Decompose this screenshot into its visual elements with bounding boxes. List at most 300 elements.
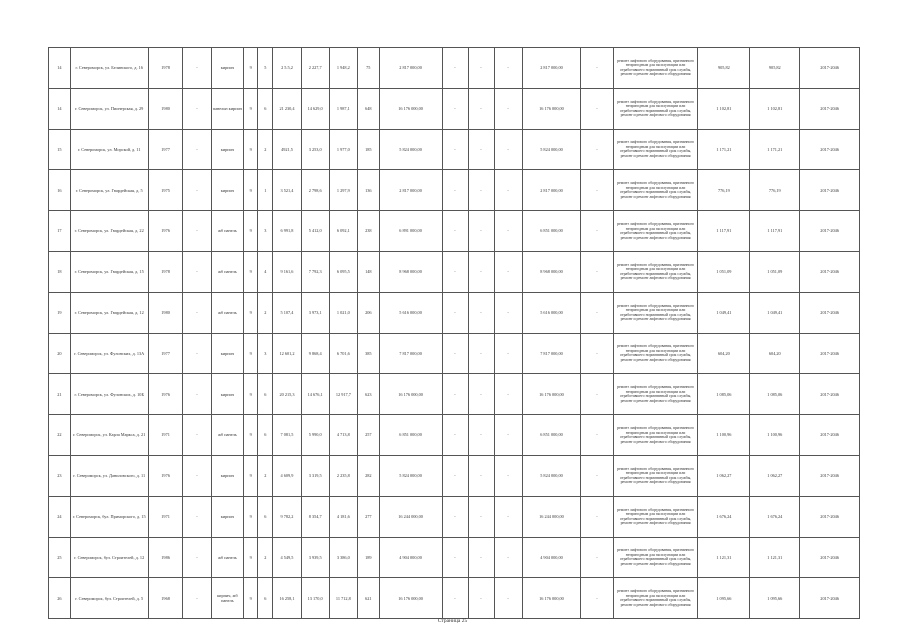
- material-cell: кирпич: [211, 455, 244, 496]
- floors-cell: 9: [244, 48, 258, 89]
- empty-cell: -: [442, 48, 468, 89]
- table-row: [49, 578, 860, 619]
- row-number: 15: [49, 129, 71, 170]
- total-area-cell: 6 991,8: [273, 211, 301, 252]
- entrances-cell: 2: [258, 455, 273, 496]
- unit-cost-cell: 1 100,96: [698, 415, 750, 456]
- empty-cell: -: [581, 292, 614, 333]
- empty-cell: -: [468, 333, 494, 374]
- total-cost-cell: 16 176 000,00: [379, 578, 442, 619]
- total-cost-cell: 16 176 000,00: [379, 88, 442, 129]
- lift-cost-cell: 16 176 000,00: [522, 578, 581, 619]
- empty-cell: -: [442, 578, 468, 619]
- living-area-cell: 5 990,0: [301, 415, 329, 456]
- row-number: 26: [49, 578, 71, 619]
- address-cell: г. Североморск, бул. Строителей, д. 5: [70, 578, 148, 619]
- empty-cell: -: [468, 211, 494, 252]
- year-cell: 1978: [148, 251, 183, 292]
- table-row: [49, 496, 860, 537]
- floors-cell: 9: [244, 455, 258, 496]
- residents-cell: 185: [357, 129, 379, 170]
- private-area-cell: 6 092,1: [329, 211, 357, 252]
- residents-cell: 206: [357, 292, 379, 333]
- empty-cell: -: [494, 211, 522, 252]
- empty-cell: -: [581, 170, 614, 211]
- lift-cost-cell: 16 176 000,00: [522, 88, 581, 129]
- max-unit-cost-cell: 1 049,41: [750, 292, 800, 333]
- lift-cost-cell: 16 244 000,00: [522, 496, 581, 537]
- empty-cell: -: [494, 88, 522, 129]
- total-cost-cell: 5 824 000,00: [379, 129, 442, 170]
- material-cell: кирпич: [211, 129, 244, 170]
- total-area-cell: 21 230,4: [273, 88, 301, 129]
- private-area-cell: 1 977,0: [329, 129, 357, 170]
- year-cell: 1975: [148, 170, 183, 211]
- material-cell: панельн кирпич: [211, 88, 244, 129]
- private-area-cell: 6 095,5: [329, 251, 357, 292]
- residents-cell: 136: [357, 170, 379, 211]
- document-page: [48, 47, 860, 619]
- living-area-cell: 3 939,5: [301, 537, 329, 578]
- period-cell: 2017-2046: [800, 292, 860, 333]
- total-cost-cell: 5 824 000,00: [379, 455, 442, 496]
- work-description-cell: ремонт лифтового оборудования, признанного непригодным для эксплуатации или отработавшего нормативный срок службы, ремонт и ремонт лифтового оборудования: [613, 415, 698, 456]
- year-cell: 1978: [148, 48, 183, 89]
- material-cell: жб панель: [211, 292, 244, 333]
- row-number: 17: [49, 211, 71, 252]
- year-cell: 1977: [148, 129, 183, 170]
- floors-cell: 9: [244, 88, 258, 129]
- floors-cell: 9: [244, 170, 258, 211]
- empty-cell: -: [494, 578, 522, 619]
- private-area-cell: 2 235,8: [329, 455, 357, 496]
- unit-cost-cell: 1 095,66: [698, 578, 750, 619]
- living-area-cell: 2 227,7: [301, 48, 329, 89]
- address-cell: г. Североморск, ул. Фулонских, д. 13А: [70, 333, 148, 374]
- total-cost-cell: 7 817 000,00: [379, 333, 442, 374]
- total-area-cell: 20 215,3: [273, 374, 301, 415]
- lift-cost-cell: 2 817 000,00: [522, 48, 581, 89]
- row-number: 16: [49, 170, 71, 211]
- empty-cell: -: [183, 374, 211, 415]
- total-cost-cell: 2 817 000,00: [379, 48, 442, 89]
- total-area-cell: 4 609,9: [273, 455, 301, 496]
- year-cell: 1971: [148, 415, 183, 456]
- unit-cost-cell: 1 102,81: [698, 88, 750, 129]
- lift-cost-cell: 5 824 000,00: [522, 455, 581, 496]
- living-area-cell: 14 629,0: [301, 88, 329, 129]
- entrances-cell: 1: [258, 170, 273, 211]
- lift-cost-cell: 6 851 000,00: [522, 211, 581, 252]
- max-unit-cost-cell: 1 051,09: [750, 251, 800, 292]
- max-unit-cost-cell: 1 117,91: [750, 211, 800, 252]
- empty-cell: -: [494, 374, 522, 415]
- row-number: 21: [49, 374, 71, 415]
- private-area-cell: 4 181,6: [329, 496, 357, 537]
- unit-cost-cell: 905,82: [698, 48, 750, 89]
- empty-cell: -: [183, 129, 211, 170]
- lift-cost-cell: 6 851 000,00: [522, 415, 581, 456]
- lift-cost-cell: 5 616 000,00: [522, 292, 581, 333]
- empty-cell: -: [183, 496, 211, 537]
- entrances-cell: 6: [258, 374, 273, 415]
- unit-cost-cell: 776,19: [698, 170, 750, 211]
- address-cell: г. Североморск, ул. Гвардейская, д. 22: [70, 211, 148, 252]
- entrances-cell: 6: [258, 88, 273, 129]
- material-cell: жб панель: [211, 251, 244, 292]
- material-cell: жб панель: [211, 415, 244, 456]
- address-cell: г. Североморск, ул. Карла Маркса, д. 21: [70, 415, 148, 456]
- residents-cell: 257: [357, 415, 379, 456]
- table-row: [49, 88, 860, 129]
- material-cell: кирпич: [211, 48, 244, 89]
- material-cell: кирпич: [211, 170, 244, 211]
- living-area-cell: 3 973,1: [301, 292, 329, 333]
- table-row: [49, 455, 860, 496]
- period-cell: 2017-2046: [800, 129, 860, 170]
- row-number: 25: [49, 537, 71, 578]
- max-unit-cost-cell: 1 171,21: [750, 129, 800, 170]
- empty-cell: -: [494, 129, 522, 170]
- work-description-cell: ремонт лифтового оборудования, признанного непригодным для эксплуатации или отработавшего нормативный срок службы, ремонт и ремонт лифтового оборудования: [613, 211, 698, 252]
- empty-cell: -: [183, 292, 211, 333]
- table-row: [49, 415, 860, 456]
- max-unit-cost-cell: 905,82: [750, 48, 800, 89]
- empty-cell: -: [581, 48, 614, 89]
- work-description-cell: ремонт лифтового оборудования, признанного непригодным для эксплуатации или отработавшего нормативный срок службы, ремонт и ремонт лифтового оборудования: [613, 170, 698, 211]
- empty-cell: -: [494, 292, 522, 333]
- unit-cost-cell: 1 676,24: [698, 496, 750, 537]
- empty-cell: -: [494, 415, 522, 456]
- year-cell: 1986: [148, 537, 183, 578]
- total-cost-cell: 5 616 000,00: [379, 292, 442, 333]
- table-row: [49, 251, 860, 292]
- entrances-cell: 2: [258, 292, 273, 333]
- empty-cell: -: [494, 48, 522, 89]
- private-area-cell: 1 948,2: [329, 48, 357, 89]
- private-area-cell: 11 712,8: [329, 578, 357, 619]
- max-unit-cost-cell: 1 676,24: [750, 496, 800, 537]
- unit-cost-cell: 604,20: [698, 333, 750, 374]
- private-area-cell: 1 987,1: [329, 88, 357, 129]
- empty-cell: -: [581, 129, 614, 170]
- year-cell: 1980: [148, 88, 183, 129]
- year-cell: 1968: [148, 578, 183, 619]
- empty-cell: -: [442, 251, 468, 292]
- address-cell: г. Североморск, ул. Гвардейская, д. 15: [70, 251, 148, 292]
- work-description-cell: ремонт лифтового оборудования, признанного непригодным для эксплуатации или отработавшего нормативный срок службы, ремонт и ремонт лифтового оборудования: [613, 292, 698, 333]
- empty-cell: -: [468, 537, 494, 578]
- empty-cell: -: [581, 211, 614, 252]
- unit-cost-cell: 1 062,27: [698, 455, 750, 496]
- residents-cell: 238: [357, 211, 379, 252]
- empty-cell: -: [442, 496, 468, 537]
- work-description-cell: ремонт лифтового оборудования, признанного непригодным для эксплуатации или отработавшего нормативный срок службы, ремонт и ремонт лифтового оборудования: [613, 251, 698, 292]
- max-unit-cost-cell: 1 085,06: [750, 374, 800, 415]
- empty-cell: -: [183, 578, 211, 619]
- period-cell: 2017-2046: [800, 578, 860, 619]
- address-cell: г. Североморск, ул. Гвардейская, д. 12: [70, 292, 148, 333]
- table-row: [49, 129, 860, 170]
- work-description-cell: ремонт лифтового оборудования, признанного непригодным для эксплуатации или отработавшего нормативный срок службы, ремонт и ремонт лифтового оборудования: [613, 48, 698, 89]
- period-cell: 2017-2046: [800, 251, 860, 292]
- period-cell: 2017-2046: [800, 374, 860, 415]
- lift-cost-cell: 5 824 000,00: [522, 129, 581, 170]
- empty-cell: -: [183, 251, 211, 292]
- work-description-cell: ремонт лифтового оборудования, признанного непригодным для эксплуатации или отработавшего нормативный срок службы, ремонт и ремонт лифтового оборудования: [613, 455, 698, 496]
- entrances-cell: 3: [258, 211, 273, 252]
- residents-cell: 648: [357, 88, 379, 129]
- empty-cell: -: [442, 211, 468, 252]
- floors-cell: 9: [244, 578, 258, 619]
- total-area-cell: 7 081,5: [273, 415, 301, 456]
- entrances-cell: 4: [258, 251, 273, 292]
- total-cost-cell: 2 817 000,00: [379, 170, 442, 211]
- address-cell: г. Североморск, ул. Даниловского, д. 11: [70, 455, 148, 496]
- empty-cell: -: [581, 251, 614, 292]
- empty-cell: -: [468, 48, 494, 89]
- total-cost-cell: 8 968 000,00: [379, 251, 442, 292]
- address-cell: г. Североморск, бул. Строителей, д. 12: [70, 537, 148, 578]
- private-area-cell: 6 701,6: [329, 333, 357, 374]
- residents-cell: 189: [357, 537, 379, 578]
- address-cell: г. Североморск, ул. Пионерская, д. 29: [70, 88, 148, 129]
- entrances-cell: 5: [258, 48, 273, 89]
- total-area-cell: 9 782,2: [273, 496, 301, 537]
- row-number: 14: [49, 88, 71, 129]
- unit-cost-cell: 1 121,31: [698, 537, 750, 578]
- empty-cell: -: [468, 578, 494, 619]
- living-area-cell: 7 792,3: [301, 251, 329, 292]
- empty-cell: -: [442, 455, 468, 496]
- lift-cost-cell: 7 817 000,00: [522, 333, 581, 374]
- total-cost-cell: 6 891 000,00: [379, 211, 442, 252]
- period-cell: 2017-2046: [800, 496, 860, 537]
- material-cell: кирпич, жб панель: [211, 578, 244, 619]
- empty-cell: -: [442, 415, 468, 456]
- living-area-cell: 3 253,0: [301, 129, 329, 170]
- period-cell: 2017-2046: [800, 211, 860, 252]
- row-number: 22: [49, 415, 71, 456]
- unit-cost-cell: 1 117,91: [698, 211, 750, 252]
- residents-cell: 385: [357, 333, 379, 374]
- address-cell: г. Североморск, ул. Морской, д. 11: [70, 129, 148, 170]
- entrances-cell: 6: [258, 415, 273, 456]
- total-cost-cell: 4 904 000,00: [379, 537, 442, 578]
- work-description-cell: ремонт лифтового оборудования, признанного непригодным для эксплуатации или отработавшего нормативный срок службы, ремонт и ремонт лифтового оборудования: [613, 578, 698, 619]
- living-area-cell: 8 354,7: [301, 496, 329, 537]
- max-unit-cost-cell: 1 062,27: [750, 455, 800, 496]
- period-cell: 2017-2046: [800, 455, 860, 496]
- total-area-cell: 16 258,1: [273, 578, 301, 619]
- material-cell: жб панель: [211, 211, 244, 252]
- material-cell: кирпич: [211, 374, 244, 415]
- floors-cell: 9: [244, 292, 258, 333]
- table-row: [49, 170, 860, 211]
- table-row: [49, 537, 860, 578]
- material-cell: кирпич: [211, 496, 244, 537]
- lift-cost-cell: 2 817 000,00: [522, 170, 581, 211]
- lift-cost-cell: 8 968 000,00: [522, 251, 581, 292]
- private-area-cell: 4 713,8: [329, 415, 357, 456]
- period-cell: 2017-2046: [800, 415, 860, 456]
- empty-cell: -: [442, 374, 468, 415]
- living-area-cell: 5 412,0: [301, 211, 329, 252]
- empty-cell: -: [183, 333, 211, 374]
- table-row: [49, 333, 860, 374]
- work-description-cell: ремонт лифтового оборудования, признанного непригодным для эксплуатации или отработавшего нормативный срок службы, ремонт и ремонт лифтового оборудования: [613, 374, 698, 415]
- empty-cell: -: [581, 578, 614, 619]
- total-cost-cell: 16 176 000,00: [379, 374, 442, 415]
- floors-cell: 9: [244, 251, 258, 292]
- empty-cell: -: [468, 292, 494, 333]
- empty-cell: -: [183, 48, 211, 89]
- work-description-cell: ремонт лифтового оборудования, признанного непригодным для эксплуатации или отработавшего нормативный срок службы, ремонт и ремонт лифтового оборудования: [613, 537, 698, 578]
- address-cell: г. Североморск, ул. Гвардейская, д. 5: [70, 170, 148, 211]
- unit-cost-cell: 1 171,21: [698, 129, 750, 170]
- empty-cell: -: [183, 88, 211, 129]
- row-number: 14: [49, 48, 71, 89]
- living-area-cell: 13 170,0: [301, 578, 329, 619]
- table-row: [49, 48, 860, 89]
- address-cell: г. Североморск, ул. Белинского, д. 16: [70, 48, 148, 89]
- unit-cost-cell: 1 051,09: [698, 251, 750, 292]
- period-cell: 2017-2046: [800, 88, 860, 129]
- residents-cell: 621: [357, 578, 379, 619]
- private-area-cell: 12 917,7: [329, 374, 357, 415]
- work-description-cell: ремонт лифтового оборудования, признанного непригодным для эксплуатации или отработавшего нормативный срок службы, ремонт и ремонт лифтового оборудования: [613, 88, 698, 129]
- material-cell: кирпич: [211, 333, 244, 374]
- year-cell: 1976: [148, 211, 183, 252]
- residents-cell: 623: [357, 374, 379, 415]
- total-cost-cell: 6 851 000,00: [379, 415, 442, 456]
- empty-cell: -: [468, 170, 494, 211]
- living-area-cell: 2 798,6: [301, 170, 329, 211]
- material-cell: жб панель: [211, 537, 244, 578]
- total-area-cell: 12 601,2: [273, 333, 301, 374]
- row-number: 20: [49, 333, 71, 374]
- max-unit-cost-cell: 604,20: [750, 333, 800, 374]
- work-description-cell: ремонт лифтового оборудования, признанного непригодным для эксплуатации или отработавшего нормативный срок службы, ремонт и ремонт лифтового оборудования: [613, 333, 698, 374]
- buildings-table: [48, 47, 860, 619]
- max-unit-cost-cell: 1 121,31: [750, 537, 800, 578]
- total-area-cell: 9 161,6: [273, 251, 301, 292]
- empty-cell: -: [494, 333, 522, 374]
- unit-cost-cell: 1 085,06: [698, 374, 750, 415]
- empty-cell: -: [468, 415, 494, 456]
- total-area-cell: 3 521,4: [273, 170, 301, 211]
- table-row: [49, 292, 860, 333]
- empty-cell: -: [581, 333, 614, 374]
- year-cell: 1971: [148, 496, 183, 537]
- table-row: [49, 374, 860, 415]
- row-number: 24: [49, 496, 71, 537]
- period-cell: 2017-2046: [800, 170, 860, 211]
- entrances-cell: 6: [258, 578, 273, 619]
- lift-cost-cell: 16 176 000,00: [522, 374, 581, 415]
- residents-cell: 148: [357, 251, 379, 292]
- row-number: 18: [49, 251, 71, 292]
- empty-cell: -: [494, 537, 522, 578]
- year-cell: 1976: [148, 455, 183, 496]
- empty-cell: -: [468, 129, 494, 170]
- entrances-cell: 2: [258, 537, 273, 578]
- floors-cell: 9: [244, 415, 258, 456]
- empty-cell: -: [494, 251, 522, 292]
- year-cell: 1976: [148, 374, 183, 415]
- total-area-cell: 5 107,4: [273, 292, 301, 333]
- lift-cost-cell: 4 904 000,00: [522, 537, 581, 578]
- empty-cell: -: [183, 455, 211, 496]
- empty-cell: -: [494, 455, 522, 496]
- empty-cell: -: [442, 88, 468, 129]
- floors-cell: 9: [244, 496, 258, 537]
- empty-cell: -: [468, 251, 494, 292]
- max-unit-cost-cell: 1 100,96: [750, 415, 800, 456]
- total-area-cell: 2 5.5,2: [273, 48, 301, 89]
- total-cost-cell: 16 244 000,00: [379, 496, 442, 537]
- floors-cell: 9: [244, 211, 258, 252]
- address-cell: г. Североморск, бул. Приморского, д. 15: [70, 496, 148, 537]
- entrances-cell: 3: [258, 333, 273, 374]
- max-unit-cost-cell: 776,19: [750, 170, 800, 211]
- empty-cell: -: [581, 374, 614, 415]
- living-area-cell: 14 676,1: [301, 374, 329, 415]
- period-cell: 2017-2046: [800, 537, 860, 578]
- empty-cell: -: [581, 455, 614, 496]
- empty-cell: -: [183, 415, 211, 456]
- year-cell: 1980: [148, 292, 183, 333]
- private-area-cell: 1 021,0: [329, 292, 357, 333]
- empty-cell: -: [581, 496, 614, 537]
- empty-cell: -: [581, 415, 614, 456]
- empty-cell: -: [442, 129, 468, 170]
- empty-cell: -: [183, 211, 211, 252]
- table-row: [49, 211, 860, 252]
- empty-cell: -: [494, 496, 522, 537]
- year-cell: 1977: [148, 333, 183, 374]
- empty-cell: -: [442, 333, 468, 374]
- work-description-cell: ремонт лифтового оборудования, признанного непригодным для эксплуатации или отработавшего нормативный срок службы, ремонт и ремонт лифтового оборудования: [613, 129, 698, 170]
- empty-cell: -: [581, 88, 614, 129]
- page-number: Страница 25: [437, 618, 468, 624]
- row-number: 19: [49, 292, 71, 333]
- total-area-cell: 4 549,5: [273, 537, 301, 578]
- empty-cell: -: [183, 170, 211, 211]
- empty-cell: -: [468, 374, 494, 415]
- period-cell: 2017-2046: [800, 333, 860, 374]
- empty-cell: -: [468, 88, 494, 129]
- floors-cell: 9: [244, 537, 258, 578]
- work-description-cell: ремонт лифтового оборудования, признанного непригодным для эксплуатации или отработавшего нормативный срок службы, ремонт и ремонт лифтового оборудования: [613, 496, 698, 537]
- residents-cell: 282: [357, 455, 379, 496]
- row-number: 23: [49, 455, 71, 496]
- empty-cell: -: [468, 455, 494, 496]
- empty-cell: -: [494, 170, 522, 211]
- address-cell: г. Североморск, ул. Фулонских, д. 10Б: [70, 374, 148, 415]
- empty-cell: -: [468, 496, 494, 537]
- floors-cell: 9: [244, 333, 258, 374]
- entrances-cell: 6: [258, 496, 273, 537]
- max-unit-cost-cell: 1 102,81: [750, 88, 800, 129]
- residents-cell: 75: [357, 48, 379, 89]
- unit-cost-cell: 1 049,41: [698, 292, 750, 333]
- empty-cell: -: [442, 170, 468, 211]
- max-unit-cost-cell: 1 095,66: [750, 578, 800, 619]
- living-area-cell: 3 319,5: [301, 455, 329, 496]
- floors-cell: 9: [244, 129, 258, 170]
- empty-cell: -: [581, 537, 614, 578]
